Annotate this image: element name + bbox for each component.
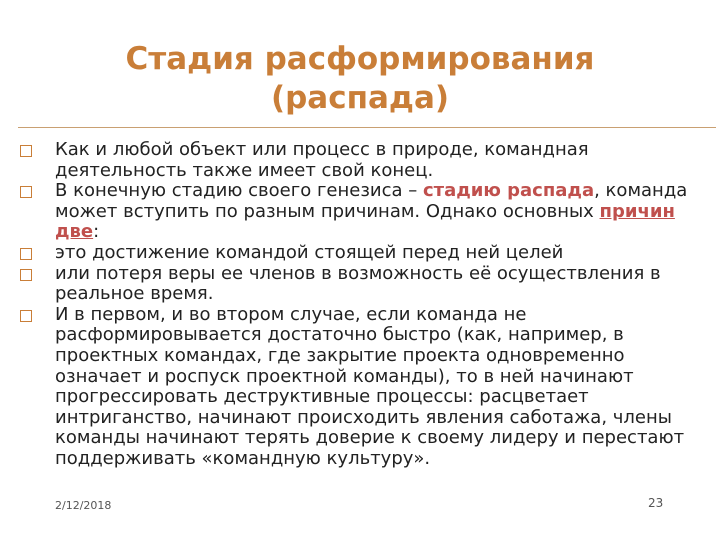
hollow-square-bullet-icon — [20, 145, 32, 157]
bullet-text: : — [93, 221, 100, 243]
slide-title — [60, 40, 660, 118]
bullet-item — [20, 181, 715, 243]
slide-title-line-2: (распада) — [270, 80, 450, 116]
bullet-item — [20, 264, 715, 305]
footer-date: 2/12/2018 — [55, 499, 112, 512]
slide-body — [20, 140, 715, 470]
slide-title-line-1: Стадия расформирования — [125, 41, 595, 77]
bullet-text: или потеря веры ее членов в возможность её осуществления в реальное время. — [55, 262, 661, 305]
title-divider — [18, 127, 716, 128]
bullet-item — [20, 140, 715, 181]
hollow-square-bullet-icon — [20, 248, 32, 260]
bullet-text: это достижение командой стоящей перед ней целей — [55, 241, 564, 263]
highlight-underlined-text: причин две — [55, 200, 675, 243]
hollow-square-bullet-icon — [20, 269, 32, 281]
hollow-square-bullet-icon — [20, 186, 32, 198]
bullet-text: Как и любой объект или процесс в природе, командная деятельность также имеет свой конец. — [55, 139, 589, 181]
bullet-text: В конечную стадию своего генезиса – — [55, 180, 423, 202]
bullet-item — [20, 305, 715, 470]
highlight-text: стадию распада — [422, 180, 595, 202]
bullet-text: И в первом, и во втором случае, если команда не расформировывается достаточно быстро (как, например, в проектных командах, где закрытие проекта одновременно означает и роспуск проектной команды), то в ней начинают прогрессировать деструктивные процессы: расцветает интриганство, начинают происходить явления саботажа, члены команды начинают терять доверие к своему лидеру и перестают поддерживать «командную культуру». — [55, 303, 685, 469]
hollow-square-bullet-icon — [20, 310, 32, 322]
bullet-item — [20, 243, 715, 264]
page-number: 23 — [648, 496, 664, 510]
bullet-text: , команда может вступить по разным причинам. Однако основных — [55, 180, 688, 222]
